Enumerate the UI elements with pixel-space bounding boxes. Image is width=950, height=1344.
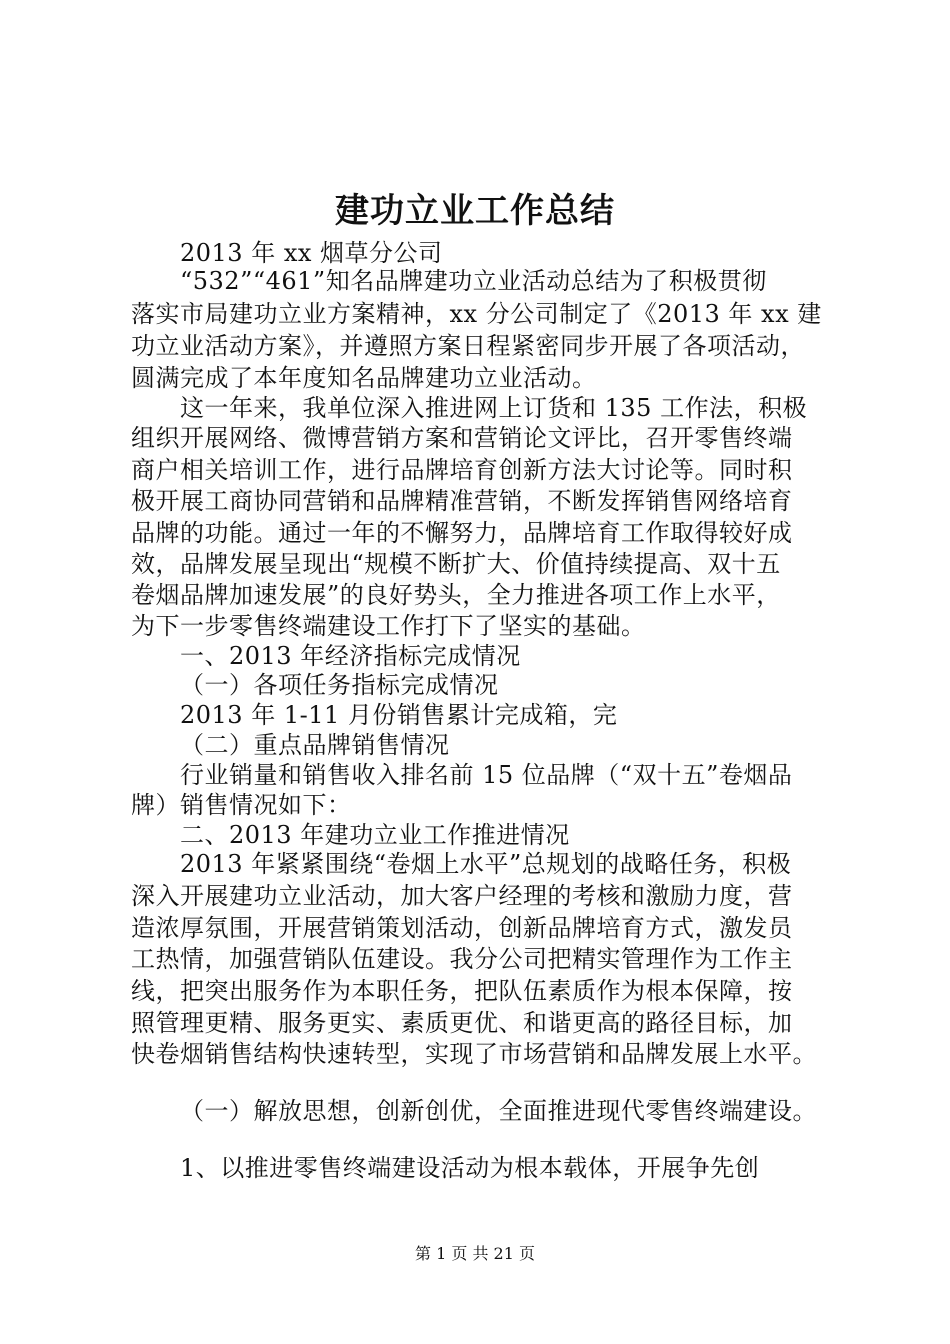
paragraph-line: 落实市局建功立业方案精神，xx 分公司制定了《2013 年 xx 建: [131, 300, 822, 328]
paragraph-line: 照管理更精、服务更实、素质更优、和谐更高的路径目标，加: [131, 1009, 793, 1037]
subsection-heading: （一）解放思想，创新创优，全面推进现代零售终端建设。: [180, 1097, 817, 1125]
paragraph-line: 这一年来，我单位深入推进网上订货和 135 工作法，积极: [180, 394, 808, 422]
paragraph-line: 2013 年紧紧围绕“卷烟上水平”总规划的战略任务，积极: [180, 850, 792, 878]
paragraph-line: 1、以推进零售终端建设活动为根本载体，开展争先创: [180, 1154, 760, 1182]
page-footer: 第 1 页 共 21 页: [415, 1244, 535, 1263]
section-heading: 一、2013 年经济指标完成情况: [180, 642, 521, 670]
paragraph-line: 效，品牌发展呈现出“规模不断扩大、价值持续提高、双十五: [131, 550, 781, 578]
paragraph-line: 极开展工商协同营销和品牌精准营销，不断发挥销售网络培育: [131, 487, 793, 515]
paragraph-line: “532”“461”知名品牌建功立业活动总结为了积极贯彻: [180, 267, 767, 295]
section-heading: 二、2013 年建功立业工作推进情况: [180, 821, 570, 849]
paragraph-line: 造浓厚氛围，开展营销策划活动，创新品牌培育方式，激发员: [131, 914, 793, 942]
paragraph-line: 卷烟品牌加速发展”的良好势头，全力推进各项工作上水平，: [131, 581, 781, 609]
paragraph-line: 线，把突出服务作为本职任务，把队伍素质作为根本保障，按: [131, 977, 793, 1005]
document-title: 建功立业工作总结: [335, 191, 615, 231]
subsection-heading: （一）各项任务指标完成情况: [180, 671, 499, 699]
paragraph-line: 组织开展网络、微博营销方案和营销论文评比，召开零售终端: [131, 424, 793, 452]
paragraph-line: 商户相关培训工作，进行品牌培育创新方法大讨论等。同时积: [131, 456, 793, 484]
paragraph-line: 2013 年 1-11 月份销售累计完成箱，完: [180, 701, 618, 729]
paragraph-line: 深入开展建功立业活动，加大客户经理的考核和激励力度，营: [131, 882, 793, 910]
paragraph-line: 圆满完成了本年度知名品牌建功立业活动。: [131, 364, 597, 392]
paragraph-line: 快卷烟销售结构快速转型，实现了市场营销和品牌发展上水平。: [131, 1040, 817, 1068]
paragraph-line: 行业销量和销售收入排名前 15 位品牌（“双十五”卷烟品: [180, 761, 793, 789]
paragraph-line: 牌）销售情况如下：: [131, 791, 352, 819]
subsection-heading: （二）重点品牌销售情况: [180, 731, 450, 759]
paragraph-line: 品牌的功能。通过一年的不懈努力，品牌培育工作取得较好成: [131, 519, 793, 547]
paragraph-line: 为下一步零售终端建设工作打下了坚实的基础。: [131, 612, 646, 640]
paragraph-line: 功立业活动方案》，并遵照方案日程紧密同步开展了各项活动，: [131, 332, 805, 360]
paragraph-line: 工热情，加强营销队伍建设。我分公司把精实管理作为工作主: [131, 945, 793, 973]
paragraph-line: 2013 年 xx 烟草分公司: [180, 239, 443, 267]
